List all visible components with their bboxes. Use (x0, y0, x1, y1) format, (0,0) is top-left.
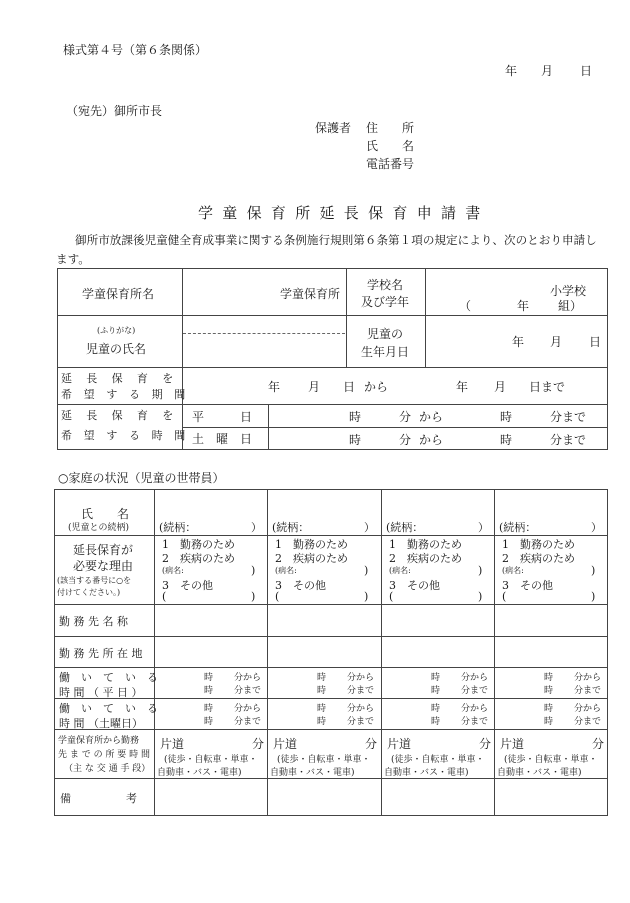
commute-label-1: 学童保育所から勤務 (58, 736, 140, 746)
birth-date-field[interactable] (426, 316, 606, 366)
birth-day: 日 (589, 335, 602, 349)
min-from: 分から (234, 704, 262, 714)
workplace-address-field[interactable] (495, 637, 607, 666)
furigana-divider (183, 333, 345, 334)
time-label-1: 延 長 保 育 を (61, 409, 175, 422)
school-label-1: 学校名 (367, 278, 404, 292)
min-from: 分から (347, 704, 375, 714)
school-label-2: 及び学年 (361, 295, 410, 309)
hour-from: 時 (431, 704, 441, 714)
hour-to: 時 (431, 717, 441, 727)
hour-to: 時 (204, 717, 214, 727)
commute-field[interactable] (268, 730, 380, 777)
illness-close: ) (591, 564, 596, 577)
work-weekday-field[interactable] (382, 668, 494, 697)
period-from-suffix: から (364, 380, 389, 394)
workplace-address-field[interactable] (155, 637, 267, 666)
hour-from: 時 (431, 673, 441, 683)
hour-from: 時 (317, 673, 327, 683)
weekday-hour-to: 時 (500, 410, 513, 424)
relation-open: (続柄： (386, 521, 424, 534)
saturday-min-from: 分 (399, 433, 412, 447)
reason-2: 2 疾病のため (275, 552, 348, 565)
commute-field[interactable] (155, 730, 267, 777)
grade-open: （ (459, 299, 472, 313)
work-weekday-field[interactable] (268, 668, 380, 697)
remarks-field[interactable] (382, 779, 494, 814)
saturday-label: 土 曜 日 (192, 432, 253, 446)
school-suffix: 小学校 (550, 284, 587, 298)
work-saturday-field[interactable] (268, 699, 380, 728)
member-relation-label: (児童との続柄) (68, 523, 130, 533)
workplace-name-field[interactable] (155, 605, 267, 635)
workplace-address-field[interactable] (382, 637, 494, 666)
hour-from: 時 (204, 673, 214, 683)
weekday-from: から (419, 410, 444, 424)
period-to-day: 日まで (529, 380, 566, 394)
guardian-name-label: 氏 名 (366, 139, 415, 153)
workplace-name-field[interactable] (382, 605, 494, 635)
reason-1: 1 勤務のため (502, 538, 575, 551)
transport-2: 自動車・バス・電車) (384, 768, 469, 778)
reason-field[interactable] (268, 536, 380, 603)
commute-label-2: 先 ま で の 所 要 時 間 (58, 750, 151, 760)
furigana-label: (ふりがな) (97, 326, 136, 335)
transport-2: 自動車・バス・電車) (270, 768, 355, 778)
reason-label-1: 延長保育が (73, 543, 134, 557)
work-saturday-field[interactable] (495, 699, 607, 728)
reason-field[interactable] (155, 536, 267, 603)
hour-from: 時 (544, 673, 554, 683)
relation-close: ） (478, 521, 489, 534)
grade-year: 年 (517, 299, 530, 313)
weekday-label: 平 日 (192, 410, 253, 424)
work-saturday-field[interactable] (155, 699, 267, 728)
reason-2: 2 疾病のため (162, 552, 235, 565)
guardian-label: 保護者 (315, 121, 352, 135)
page-title: 学童保育所延長保育申請書 (198, 204, 490, 222)
work-saturday-label-2: 時 間 （土曜日） (59, 717, 143, 730)
workplace-address-field[interactable] (268, 637, 380, 666)
child-name-field[interactable] (183, 316, 345, 366)
grade-class: 組） (558, 299, 583, 313)
work-weekday-field[interactable] (155, 668, 267, 697)
min-from: 分から (347, 673, 375, 683)
other-close: ) (478, 590, 483, 603)
intro-line-2: ます。 (56, 252, 90, 266)
birth-label-1: 児童の (367, 327, 404, 341)
hour-to: 時 (544, 686, 554, 696)
relation-close: ） (251, 521, 262, 534)
guardian-address-label: 住 所 (366, 121, 415, 135)
guardian-phone-label: 電話番号 (366, 157, 415, 171)
member-name-field[interactable] (155, 490, 267, 534)
member-name-field[interactable] (495, 490, 607, 534)
one-way: 片道 (273, 737, 298, 751)
transport-2: 自動車・バス・電車) (157, 768, 242, 778)
min-to: 分まで (347, 686, 375, 696)
form-number: 様式第４号（第６条関係） (63, 43, 208, 57)
reason-3: 3 その他 (389, 579, 440, 592)
relation-close: ） (591, 521, 602, 534)
relation-open: (続柄： (272, 521, 310, 534)
min-from: 分から (461, 704, 489, 714)
birth-month: 月 (550, 335, 563, 349)
weekday-min-from: 分 (399, 410, 412, 424)
other-open: ( (389, 590, 394, 603)
period-to-month: 月 (494, 380, 507, 394)
remarks-field[interactable] (495, 779, 607, 814)
period-label-1: 延 長 保 育 を (61, 372, 175, 385)
member-name-field[interactable] (382, 490, 494, 534)
transport-2: 自動車・バス・電車) (497, 768, 582, 778)
remarks-label: 備 考 (60, 792, 137, 805)
commute-field[interactable] (382, 730, 494, 777)
transport-1: (徒歩・自転車・単車・ (277, 755, 371, 765)
saturday-min-to: 分まで (550, 433, 587, 447)
reason-3: 3 その他 (275, 579, 326, 592)
min-from: 分から (234, 673, 262, 683)
member-name-field[interactable] (268, 490, 380, 534)
school-grade-field[interactable] (426, 269, 606, 314)
other-open: ( (275, 590, 280, 603)
period-to-year: 年 (456, 380, 469, 394)
reason-3: 3 その他 (502, 579, 553, 592)
illness-close: ) (251, 564, 256, 577)
work-saturday-field[interactable] (382, 699, 494, 728)
other-close: ) (591, 590, 596, 603)
hour-to: 時 (544, 717, 554, 727)
workplace-address-label: 勤 務 先 所 在 地 (59, 647, 143, 660)
minutes: 分 (365, 737, 378, 751)
reason-2: 2 疾病のため (389, 552, 462, 565)
illness-open: (病名: (275, 566, 297, 575)
one-way: 片道 (500, 737, 525, 751)
reason-1: 1 勤務のため (389, 538, 462, 551)
saturday-time-field[interactable] (269, 428, 607, 449)
min-to: 分まで (574, 686, 602, 696)
other-close: ) (251, 590, 256, 603)
work-weekday-field[interactable] (495, 668, 607, 697)
work-weekday-label-1: 働 い て い る (59, 671, 158, 684)
hour-to: 時 (431, 686, 441, 696)
period-from-day: 日 (343, 380, 356, 394)
transport-1: (徒歩・自転車・単車・ (391, 755, 485, 765)
relation-close: ） (364, 521, 375, 534)
weekday-hour-from: 時 (349, 410, 362, 424)
hour-to: 時 (204, 686, 214, 696)
illness-close: ) (364, 564, 369, 577)
illness-open: (病名: (162, 566, 184, 575)
hour-from: 時 (544, 704, 554, 714)
child-name-label: 児童の氏名 (86, 342, 147, 356)
facility-suffix: 学童保育所 (279, 287, 340, 301)
workplace-name-field[interactable] (268, 605, 380, 635)
other-close: ) (364, 590, 369, 603)
work-weekday-label-2: 時 間 （ 平 日 ） (59, 686, 143, 699)
transport-1: (徒歩・自転車・単車・ (504, 755, 598, 765)
hour-to: 時 (317, 686, 327, 696)
saturday-from: から (419, 433, 444, 447)
date-day-label: 日 (580, 64, 593, 78)
reason-1: 1 勤務のため (275, 538, 348, 551)
addressee: （宛先）御所市長 (66, 104, 163, 118)
reason-label-4: 付けてください。) (57, 588, 121, 597)
minutes: 分 (252, 737, 265, 751)
relation-open: (続柄： (499, 521, 537, 534)
workplace-name-field[interactable] (495, 605, 607, 635)
min-from: 分から (574, 673, 602, 683)
min-to: 分まで (234, 717, 262, 727)
min-from: 分から (461, 673, 489, 683)
min-to: 分まで (347, 717, 375, 727)
reason-label-2: 必要な理由 (73, 559, 134, 573)
reason-label-3: (該当する番号に○を (57, 576, 132, 585)
reason-3: 3 その他 (162, 579, 213, 592)
date-month-label: 月 (541, 64, 554, 78)
period-from-year: 年 (268, 380, 281, 394)
birth-label-2: 生年月日 (361, 345, 410, 359)
saturday-hour-from: 時 (349, 433, 362, 447)
period-from-month: 月 (308, 380, 321, 394)
member-name-label: 氏 名 (81, 507, 130, 521)
reason-field[interactable] (382, 536, 494, 603)
hour-to: 時 (317, 717, 327, 727)
facility-name-field[interactable] (183, 269, 345, 314)
min-to: 分まで (234, 686, 262, 696)
period-field[interactable] (183, 368, 607, 403)
other-open: ( (502, 590, 507, 603)
saturday-hour-to: 時 (500, 433, 513, 447)
time-label-2: 希 望 す る 時 間 (61, 429, 186, 442)
period-label-2: 希 望 す る 期 間 (61, 388, 186, 401)
birth-year: 年 (512, 335, 525, 349)
remarks-field[interactable] (268, 779, 380, 814)
date-year-label: 年 (505, 64, 518, 78)
facility-name-label: 学童保育所名 (82, 287, 155, 301)
reason-field[interactable] (495, 536, 607, 603)
transport-1: (徒歩・自転車・単車・ (164, 755, 258, 765)
minutes: 分 (592, 737, 605, 751)
illness-open: (病名: (389, 566, 411, 575)
work-saturday-label-1: 働 い て い る (59, 702, 158, 715)
min-to: 分まで (461, 717, 489, 727)
family-section-heading: ○家庭の状況（児童の世帯員） (58, 471, 225, 485)
intro-line-1: 御所市放課後児童健全育成事業に関する条例施行規則第６条第１項の規定により、次のとおり申請し (75, 233, 597, 247)
other-open: ( (162, 590, 167, 603)
reason-1: 1 勤務のため (162, 538, 235, 551)
weekday-time-field[interactable] (269, 405, 607, 427)
weekday-min-to: 分まで (550, 410, 587, 424)
one-way: 片道 (160, 737, 185, 751)
commute-label-3: （主 な 交 通 手 段） (64, 764, 151, 774)
one-way: 片道 (387, 737, 412, 751)
hour-from: 時 (204, 704, 214, 714)
hour-from: 時 (317, 704, 327, 714)
workplace-name-label: 勤 務 先 名 称 (59, 615, 128, 628)
illness-open: (病名: (502, 566, 524, 575)
commute-field[interactable] (495, 730, 607, 777)
min-to: 分まで (574, 717, 602, 727)
relation-open: (続柄： (159, 521, 197, 534)
remarks-field[interactable] (155, 779, 267, 814)
minutes: 分 (479, 737, 492, 751)
min-from: 分から (574, 704, 602, 714)
illness-close: ) (478, 564, 483, 577)
reason-2: 2 疾病のため (502, 552, 575, 565)
min-to: 分まで (461, 686, 489, 696)
